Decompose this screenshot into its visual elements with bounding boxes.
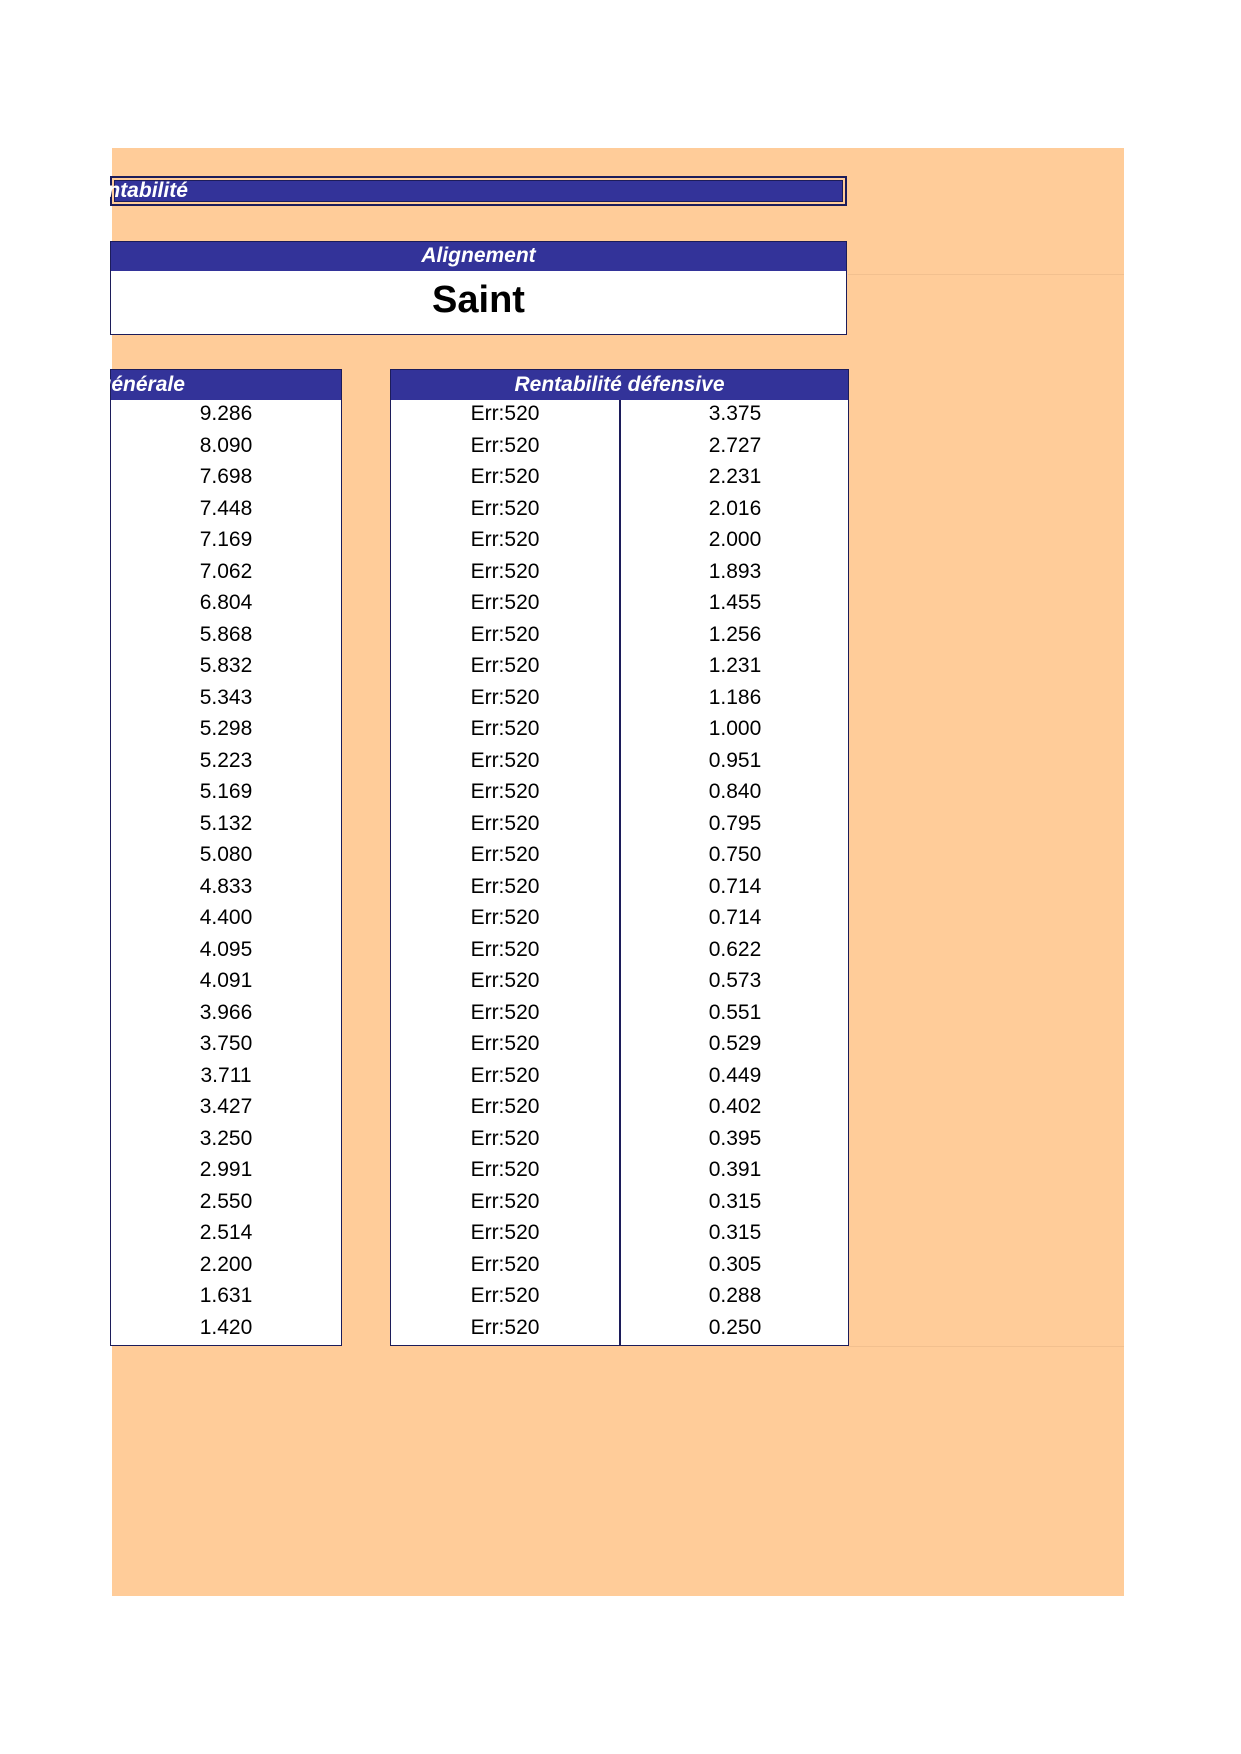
table-cell: 0.714: [708, 874, 762, 898]
table-cell: 7.448: [199, 496, 253, 520]
table-cell: 2.231: [708, 465, 762, 488]
table-cell: Err:520: [470, 402, 540, 425]
defensive-table: [390, 400, 849, 1346]
table-cell: Err:520: [470, 874, 540, 898]
table-cell: Err:520: [470, 748, 540, 772]
table-cell: 0.391: [708, 1158, 762, 1181]
table-cell: 0.529: [708, 1032, 762, 1055]
table-cell: Err:520: [470, 937, 540, 961]
sheet-title: e rentabilité: [70, 179, 188, 202]
table-cell: 2.550: [199, 1189, 253, 1213]
table-cell: 0.951: [708, 748, 762, 772]
table-cell: Err:520: [470, 780, 540, 803]
grid-line: [848, 1346, 1124, 1347]
table-cell: 5.832: [199, 654, 253, 677]
table-cell: 3.966: [199, 1000, 253, 1024]
table-cell: 0.288: [708, 1284, 762, 1307]
table-cell: Err:520: [470, 906, 540, 929]
table-cell: 3.711: [200, 1063, 252, 1087]
general-table-header: [81, 369, 342, 401]
table-cell: 1.420: [199, 1315, 253, 1339]
table-cell: 1.455: [708, 591, 762, 614]
table-cell: 0.795: [708, 811, 762, 835]
table-cell: 7.698: [199, 465, 253, 488]
table-cell: 3.375: [708, 402, 762, 425]
table-cell: Err:520: [470, 528, 540, 551]
table-cell: 0.840: [708, 780, 762, 803]
table-cell: 7.062: [199, 559, 253, 583]
table-cell: 1.000: [708, 717, 762, 740]
table-cell: 0.250: [708, 1315, 762, 1339]
table-cell: Err:520: [470, 1158, 540, 1181]
table-cell: Err:520: [470, 559, 540, 583]
table-cell: 5.298: [199, 717, 253, 740]
table-cell: 3.250: [199, 1126, 253, 1150]
table-cell: Err:520: [470, 622, 540, 646]
table-cell: 8.090: [199, 433, 253, 457]
table-cell: Err:520: [470, 1252, 540, 1276]
table-cell: Err:520: [470, 1095, 540, 1118]
table-cell: Err:520: [470, 1000, 540, 1024]
table-cell: Err:520: [470, 717, 540, 740]
table-cell: 4.095: [199, 937, 253, 961]
table-cell: Err:520: [470, 811, 540, 835]
table-cell: 5.080: [199, 843, 253, 866]
table-cell: 2.200: [199, 1252, 253, 1276]
table-cell: 5.169: [199, 780, 253, 803]
grid-line: [848, 274, 1124, 275]
table-cell: 3.427: [199, 1095, 253, 1118]
table-cell: 1.186: [708, 685, 762, 709]
table-cell: 0.395: [708, 1126, 762, 1150]
table-cell: 0.714: [708, 906, 762, 929]
table-cell: Err:520: [470, 1126, 540, 1150]
table-cell: 4.833: [199, 874, 253, 898]
table-cell: 4.400: [199, 906, 253, 929]
table-cell: 5.132: [199, 811, 253, 835]
table-cell: 0.551: [708, 1000, 762, 1024]
table-cell: 1.231: [708, 654, 762, 677]
table-cell: Err:520: [470, 433, 540, 457]
table-cell: 2.991: [199, 1158, 253, 1181]
table-cell: Err:520: [470, 1221, 540, 1244]
table-cell: 0.315: [708, 1221, 762, 1244]
table-cell: 0.305: [708, 1252, 762, 1276]
table-cell: Err:520: [470, 1063, 540, 1087]
table-cell: 1.631: [199, 1284, 253, 1307]
table-cell: Err:520: [470, 1032, 540, 1055]
table-cell: Err:520: [470, 1284, 540, 1307]
general-values-column: [111, 400, 341, 1345]
table-cell: Err:520: [470, 969, 540, 992]
defensive-values-column: [621, 400, 849, 1345]
defensive-table-header: Rentabilité défensive: [390, 369, 849, 401]
table-cell: 5.868: [199, 622, 253, 646]
table-cell: 0.622: [708, 937, 762, 961]
table-cell: 0.750: [708, 843, 762, 866]
defensive-error-column: [391, 400, 619, 1345]
table-cell: 0.315: [708, 1189, 762, 1213]
table-cell: 0.573: [708, 969, 762, 992]
table-cell: 7.169: [199, 528, 253, 551]
general-table-header-label: é générale: [81, 373, 185, 396]
table-cell: 9.286: [199, 402, 253, 425]
table-cell: Err:520: [470, 496, 540, 520]
table-cell: Err:520: [470, 843, 540, 866]
table-cell: 2.016: [708, 496, 762, 520]
table-cell: 0.449: [708, 1063, 762, 1087]
table-cell: Err:520: [470, 1189, 540, 1213]
alignment-value: Saint: [110, 271, 847, 335]
sheet-title-bar: [70, 176, 847, 206]
table-cell: 5.223: [199, 748, 253, 772]
table-cell: 6.804: [199, 591, 253, 614]
general-table: [110, 400, 342, 1346]
table-cell: 2.727: [708, 433, 762, 457]
table-cell: Err:520: [470, 1315, 540, 1339]
table-cell: 1.893: [708, 559, 762, 583]
table-cell: Err:520: [470, 591, 540, 614]
table-cell: Err:520: [470, 654, 540, 677]
table-cell: 3.750: [199, 1032, 253, 1055]
table-cell: 2.000: [708, 528, 762, 551]
table-cell: 2.514: [199, 1221, 253, 1244]
table-cell: Err:520: [470, 465, 540, 488]
alignment-header: Alignement: [110, 241, 847, 272]
table-cell: 1.256: [708, 622, 762, 646]
table-cell: 4.091: [199, 969, 253, 992]
spreadsheet-sheet: [70, 148, 1124, 1596]
table-cell: Err:520: [470, 685, 540, 709]
table-cell: 5.343: [199, 685, 253, 709]
table-cell: 0.402: [708, 1095, 762, 1118]
